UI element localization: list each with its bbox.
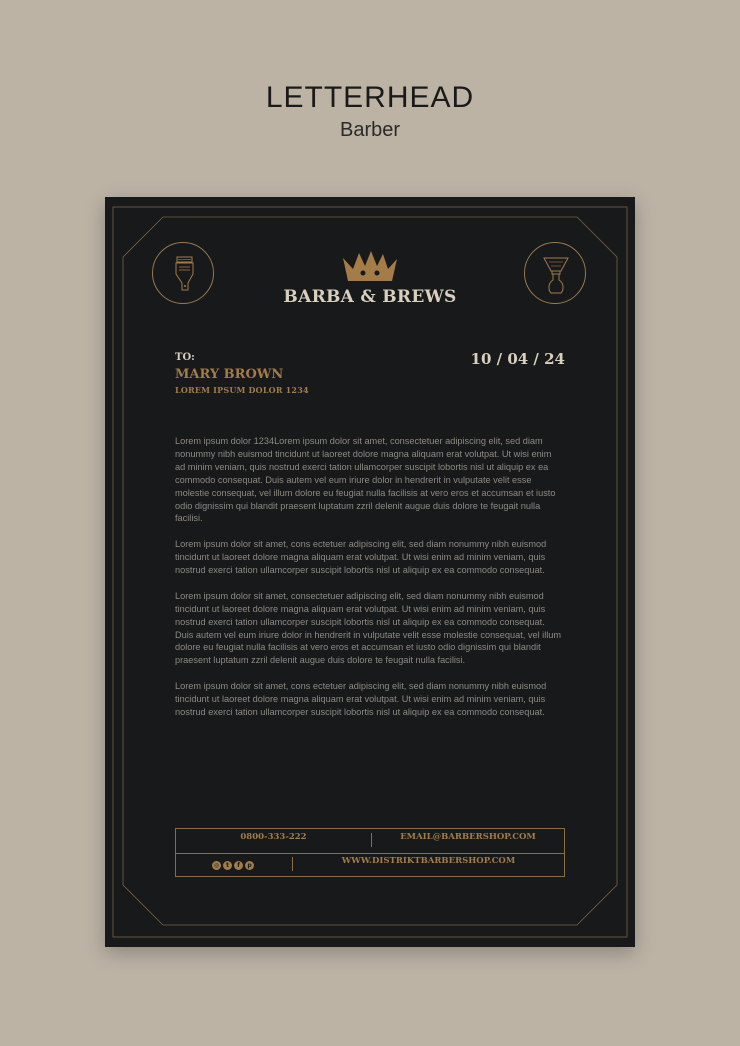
- letterhead-sheet: [105, 197, 635, 947]
- body-paragraph: Lorem ipsum dolor sit amet, cons ectetuer adipiscing elit, sed diam nonummy nibh euismod tincidunt ut laoreet dolore magna aliquam erat volutpat. Ut wisi enim ad minim veniam, quis nostrud exerci tation ullamcorper suscipit lobortis nisl ut aliquip ex ea commodo consequat.: [175, 539, 547, 576]
- body-paragraph: Lorem ipsum dolor sit amet, consectetuer adipiscing elit, sed diam nonummy nibh euismod tincidunt ut laoreet dolore magna aliquam erat volutpat. Ut wisi enim ad minim veniam, quis nostrud exerci tation ullamcorper suscipit lobortis nisl ut aliquip ex ea commodo consequat. Duis autem vel eum iriure dolor in hendrerit in vulputate velit esse molestie consequat, vel illum dolore eu feugiat nulla facilisis at vero eros et accumsan et iusto odio dignissim qui blandit praesent luptatum zzril delenit augue duis dolore te feugait nulla facilisi.: [175, 590, 562, 666]
- website-link[interactable]: WWW.DISTRIKTBARBERSHOP.COM: [341, 856, 516, 866]
- contact-row: [176, 853, 564, 877]
- body-paragraph: Lorem ipsum dolor 1234Lorem ipsum dolor sit amet, consectetuer adipiscing elit, sed diam nonummy nibh euismod tincidunt ut laoreet dolore magna aliquam erat volutpat. Ut wisi enim ad minim veniam, quis nostrud exerci tation ullamcorper suscipit lobortis nisl ut aliquip ex ea commodo consequat. Duis autem vel eum iriure dolor in hendrerit in vulputate velit esse molestie consequat, vel illum dolore eu feugiat nulla facilisis at vero eros et accumsan et iusto odio dignissim qui blandit praesent luptatum zzril delenit augue duis dolore te feugait nulla facilisi.: [175, 436, 556, 524]
- twitter-icon[interactable]: t: [223, 861, 232, 870]
- social-icons: [212, 857, 254, 873]
- recipient-name: MARY BROWN: [175, 367, 284, 382]
- phone-number: 0800-333-222: [240, 832, 307, 842]
- instagram-icon[interactable]: ◎: [213, 861, 220, 869]
- page-subtitle: Barber: [339, 119, 401, 141]
- letter-date: 10 / 04 / 24: [470, 350, 565, 368]
- email-link[interactable]: EMAIL@BARBERSHOP.COM: [400, 832, 536, 842]
- letter-body: [175, 435, 563, 732]
- brand-name: BARBA & BREWS: [283, 287, 457, 307]
- recipient-address: LOREM IPSUM DOLOR 1234: [175, 385, 309, 395]
- to-label: TO:: [175, 352, 195, 363]
- body-paragraph: Lorem ipsum dolor sit amet, cons ectetuer adipiscing elit, sed diam nonummy nibh euismod tincidunt ut laoreet dolore magna aliquam erat volutpat. Ut wisi enim ad minim veniam, quis nostrud exerci tation ullamcorper suscipit lobortis nisl ut aliquip ex ea commodo consequat.: [175, 681, 547, 717]
- crown-icon: [340, 249, 400, 285]
- facebook-icon[interactable]: f: [234, 861, 243, 870]
- page-title: LETTERHEAD: [265, 81, 475, 114]
- pinterest-icon[interactable]: p: [245, 861, 254, 870]
- contact-footer: [175, 828, 565, 877]
- contact-row: [176, 829, 564, 854]
